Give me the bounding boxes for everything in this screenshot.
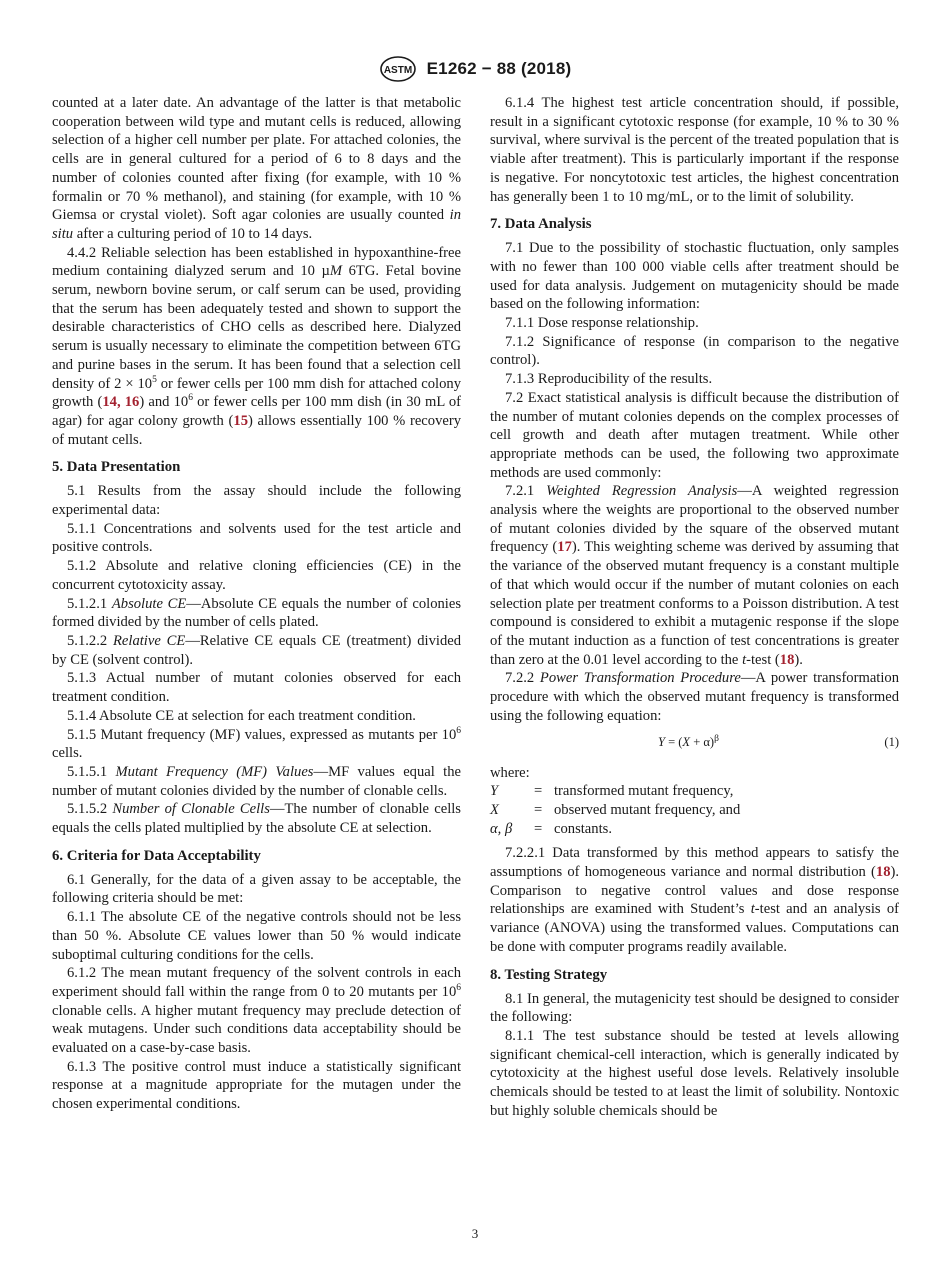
paragraph-8-1-1: 8.1.1 The test substance should be tested at levels allowing significant chemical-cell interaction, which is generally indicated by cytotoxicity at the highest useful dose levels. Relatively insoluble chemicals should be tested to at least the limit of solubility. Nontoxic but highly soluble chemicals should be [490, 1027, 899, 1119]
standard-designation: E1262 − 88 (2018) [426, 59, 572, 78]
section-heading-8: 8. Testing Strategy [490, 966, 608, 983]
paragraph-5-1-5-1: 5.1.5.1 Mutant Frequency (MF) Values—MF values equal the number of mutant colonies divided by the number of clonable cells. [52, 763, 461, 799]
definition-row: α, β = constants. [490, 820, 612, 837]
paragraph-6-1-2: 6.1.2 The mean mutant frequency of the solvent controls in each experiment should fall within the range from 0 to 20 mutants per $10^6$ clonable cells. A higher mutant frequency may preclude detection of weak mutagens. Under such conditions data acceptability should be evaluated on a case-by-case basis. [52, 965, 461, 1057]
paragraph-8-1: 8.1 In general, the mutagenicity test should be designed to consider the following: [490, 990, 899, 1026]
right-column [490, 94, 899, 1120]
section-heading-5: 5. Data Presentation [52, 459, 181, 476]
paragraph-7-1-2: 7.1.2 Significance of response (in comparison to the negative control). [490, 333, 899, 369]
paragraph-5-1-2: 5.1.2 Absolute and relative cloning efficiencies (CE) in the concurrent cytotoxicity assay. [52, 558, 461, 593]
paragraph-5-1-5: 5.1.5 Mutant frequency (MF) values, expressed as mutants per $10^6$ cells. [52, 725, 461, 762]
paragraph-5-1: 5.1 Results from the assay should include the following experimental data: [52, 483, 461, 519]
paragraph-6-1-1: 6.1.1 The absolute CE of the negative controls should not be less than 50 %. Absolute CE values lower than 50 % would indicate suboptimal culturing conditions for the cells. [52, 909, 461, 963]
paragraph-5-1-1: 5.1.1 Concentrations and solvents used for the test article and positive controls. [52, 520, 461, 556]
paragraph-5-1-4: 5.1.4 Absolute CE at selection for each treatment condition. [67, 707, 416, 724]
astm-logo-icon [379, 56, 417, 82]
variable-definitions [490, 782, 740, 838]
paragraph-6-1: 6.1 Generally, for the data of a given assay to be acceptable, the following criteria should be met: [52, 871, 461, 907]
paragraph-4-4-2: 4.4.2 Reliable selection has been established in hypoxanthine-free medium containing dialyzed serum and 10 µM 6TG. Fetal bovine serum, newborn bovine serum, or calf serum can be used, providing that the serum has been adequately tested and shown to support the desirable characteristics of CHO cells as described here. Dialyzed serum is usually necessary to eliminate the competition between 6TG and purine bases in the serum. It has been found that a selection cell density of $2 \times 10^5$ or fewer cells per 100 mm dish for attached colony growth (14, 16) and $10^6$ or fewer cells per 100 mm dish (in 30 mL of agar) for agar colony growth (15) allows essentially 100 % recovery of mutant cells. [52, 244, 461, 448]
reference-link[interactable]: 18 [875, 864, 891, 881]
paragraph-5-1-2-2: 5.1.2.2 Relative CE—Relative CE equals CE (treatment) divided by CE (solvent control). [52, 632, 462, 668]
section-heading-6: 6. Criteria for Data Acceptability [52, 847, 261, 864]
equation-number: (1) [884, 734, 899, 749]
where-label: where: [490, 764, 530, 781]
definition-row: Y = transformed mutant frequency, [490, 783, 734, 800]
left-column [52, 94, 461, 1114]
definition-row: X = observed mutant frequency, and [490, 801, 741, 818]
reference-link[interactable]: 17 [557, 539, 572, 556]
reference-link[interactable]: 15 [233, 412, 248, 429]
paragraph-7-2-2: 7.2.2 Power Transformation Procedure—A power transformation procedure with which the observed mutant frequency is transformed using the following equation: [490, 670, 899, 724]
equation-1 [490, 731, 899, 755]
svg-text:ASTM: ASTM [383, 65, 412, 76]
paragraph-7-2: 7.2 Exact statistical analysis is difficult because the distribution of the number of mutant colonies depends on the complex processes of cell growth and death after mutagen treatment. While other appropriate methods can be used, the following two approximate methods are used commonly: [490, 389, 899, 481]
paragraph-6-1-3: 6.1.3 The positive control must induce a statistically significant response at a magnitude appropriate for the mutagen under the chosen experimental conditions. [52, 1058, 461, 1113]
paragraph-7-1-1: 7.1.1 Dose response relationship. [505, 315, 699, 332]
paragraph-5-1-3: 5.1.3 Actual number of mutant colonies observed for each treatment condition. [52, 670, 461, 706]
reference-link[interactable]: 18 [779, 651, 795, 668]
section-heading-7: 7. Data Analysis [490, 216, 592, 233]
page-header [0, 56, 950, 82]
paragraph-5-1-5-2: 5.1.5.2 Number of Clonable Cells—The number of clonable cells equals the cells plated multiplied by the absolute CE at selection. [52, 801, 461, 837]
paragraph-7-2-1: 7.2.1 Weighted Regression Analysis—A weighted regression analysis where the weights are proportional to the observed number of mutant colonies divided by the square of the observed mutant frequency (17). This weighting scheme was derived by assuming that the variance of the observed mutant frequency is a constant multiple of that which would occur if the number of mutant colonies on each selection plate per treatment conforms to a Poisson distribution. A test compound is considered to exhibit a mutagenic response if the slope of the mutant induction as a function of test concentrations is greater than zero at the 0.01 level according to the t-test (18). [490, 483, 899, 668]
paragraph-5-1-2-1: 5.1.2.1 Absolute CE—Absolute CE equals the number of colonies formed divided by the number of cells plated. [52, 595, 462, 631]
reference-link[interactable]: 14, 16 [102, 394, 140, 411]
paragraph-4-4-1-cont: counted at a later date. An advantage of the latter is that metabolic cooperation between wild type and mutant cells is reduced, allowing selection of a higher cell number per plate. For attached colonies, the cells are in general cultured for a period of 6 to 8 days and the number of colonies counted after fixing (for example, with 10 % formalin or 70 % methanol), and staining (for example, with 10 % Giemsa or crystal violet). Soft agar colonies are usually counted in situ after a culturing period of 10 to 14 days. [52, 95, 461, 242]
paragraph-7-2-2-1: 7.2.2.1 Data transformed by this method appears to satisfy the assumptions of homogeneous variance and normal distribution (18). Comparison to negative control values and dose response relationships are examined with Student’s t-test and an analysis of variance (ANOVA) using the transformed values. Computations can be done with computer programs readily available. [490, 845, 900, 955]
page-number: 3 [471, 1226, 479, 1241]
equation-formula: $Y = (X + \alpha)^\beta$ [658, 733, 719, 749]
paragraph-6-1-4: 6.1.4 The highest test article concentration should, if possible, result in a significant cytotoxic response (for example, 10 % to 30 % survival, where survival is the percent of the treated population that is viable after treatment). This is particularly important if the response is negative. For noncytotoxic test articles, the highest concentration has generally been 1 to 10 mg/mL, or to the limit of solubility. [490, 95, 899, 205]
paragraph-7-1: 7.1 Due to the possibility of stochastic fluctuation, only samples with no fewer than 100 000 viable cells after treatment should be used for data analysis. Judgement on mutagenicity should be made based on the following information: [490, 240, 899, 313]
paragraph-7-1-3: 7.1.3 Reproducibility of the results. [505, 371, 713, 388]
